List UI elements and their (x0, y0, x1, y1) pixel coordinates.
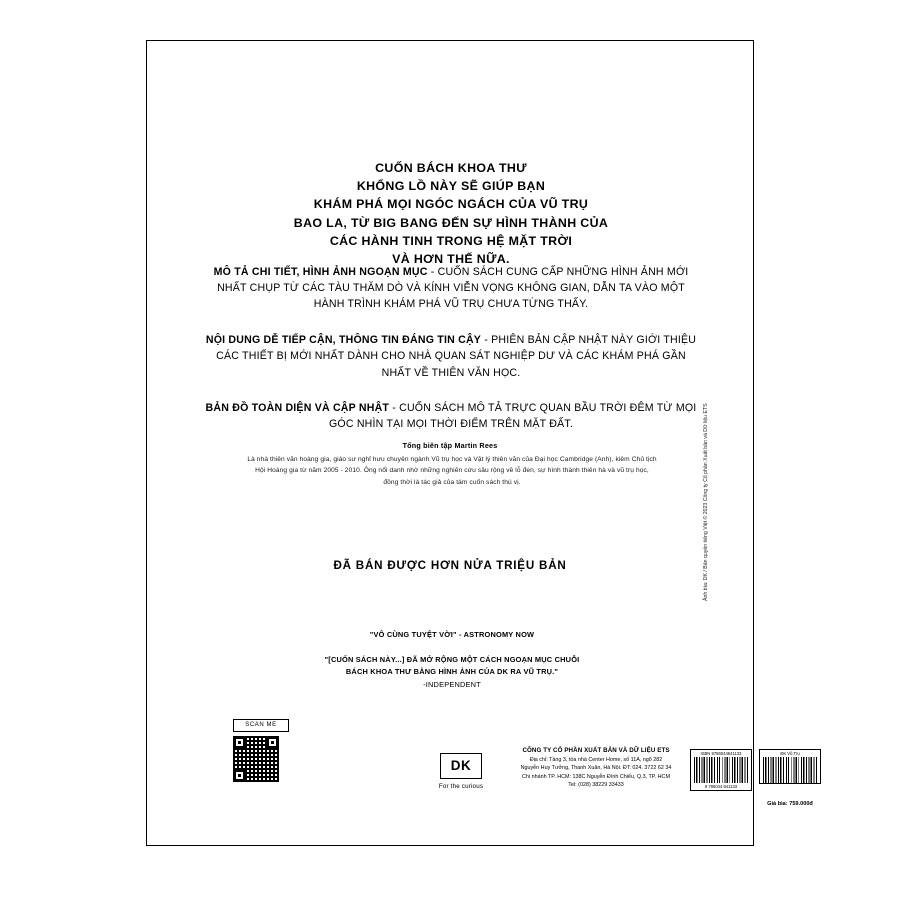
isbn-barcode (690, 749, 752, 791)
feature-item (205, 264, 697, 313)
dk-tagline: For the curious (438, 783, 484, 790)
scan-me-block[interactable] (233, 719, 299, 782)
review-line: "[CUỐN SÁCH NÀY...] ĐÃ MỞ RỘNG MỘT CÁCH NGOẠN MỤC CHUỖI (324, 654, 580, 664)
headline-line-4: BAO LA, TỪ BIG BANG ĐẾN SỰ HÌNH THÀNH CỦA (293, 215, 609, 230)
headline-line-1: CUỐN BÁCH KHOA THƯ (375, 161, 527, 175)
review-item (227, 629, 677, 642)
isbn-barcode-caption: ISBN 9786044641133 (700, 751, 742, 756)
dk-logo (425, 753, 497, 790)
price-barcode (759, 749, 821, 784)
barcode-bars (694, 757, 748, 783)
review-line: BÁCH KHOA THƯ BẰNG HÌNH ẢNH CỦA DK RA VŨ TRỤ." (345, 667, 559, 677)
barcode-bars (763, 757, 817, 783)
headline-line-2: KHỔNG LỒ NÀY SẼ GIÚP BẠN (356, 179, 546, 194)
publisher-address-line: Tel: (028) 38229 33433 (568, 782, 624, 789)
publisher-address-line: Địa chỉ: Tầng 3, tòa nhà Center Home, số 11A, ngõ 282 (529, 756, 663, 763)
review-source: -INDEPENDENT (423, 679, 481, 689)
side-credits: Ảnh bìa: DK / Bản quyền tiếng Việt © 2023 Công ty Cổ phần Xuất bản và Dữ liệu ETS (703, 403, 709, 601)
dk-logo-text: DK (440, 753, 482, 779)
price-barcode-caption: ĐK Vũ Trụ (780, 751, 800, 756)
publisher-block (505, 747, 687, 790)
feature-lead: BẢN ĐỒ TOÀN DIỆN VÀ CẬP NHẬT (205, 402, 390, 415)
editor-bio: Là nhà thiên văn hoàng gia, giáo sư nghỉ hưu chuyên ngành Vũ trụ học và Vật lý thiên văn của Đại học Cambridge (Anh), kiêm Chủ tịch Hội Hoàng gia từ năm 2005 - 2010. Ông nổi danh nhờ những nghiên cứu sâu rộng về lỗ đen, sự hình thành thiên hà và vũ trụ học, đồng thời là tác giả của tám cuốn sách thú vị. (247, 456, 657, 486)
feature-body: - CUỐN SÁCH MÔ TẢ TRỰC QUAN BẦU TRỜI ĐÊM TỪ MỌI GÓC NHÌN TẠI MỌI THỜI ĐIỂM TRÊN MẶT ĐẤT. (328, 402, 697, 431)
publisher-address-line: Chi nhánh TP. HCM: 138C Nguyễn Đình Chiểu, Q.3, TP. HCM (522, 773, 670, 780)
price-label: Giá bìa: 759.000đ (767, 801, 813, 807)
editor-title: Tổng biên tập Martin Rees (402, 441, 498, 450)
headline-line-3: KHÁM PHÁ MỌI NGÓC NGÁCH CỦA VŨ TRỤ (313, 197, 589, 212)
feature-body: - CUỐN SÁCH CUNG CẤP NHỮNG HÌNH ẢNH MỚI NHẤT CHỤP TỪ CÁC TÀU THĂM DÒ VÀ KÍNH VIỄN VỌNG KHÔNG GIAN, DẪN TA VÀO MỘT HÀNH TRÌNH KHÁM PHÁ VŨ TRỤ CHƯA TỪNG THẤY. (217, 265, 689, 311)
feature-item (205, 332, 697, 381)
scan-me-label: SCAN ME (233, 719, 289, 732)
sales-line: ĐÃ BÁN ĐƯỢC HƠN NỬA TRIỆU BẢN (333, 559, 567, 572)
reviews-block (227, 629, 677, 703)
publisher-address-line: Nguyễn Huy Tưởng, Thanh Xuân, Hà Nội. ĐT: 024. 3722 62 34 (520, 765, 672, 772)
headline-line-5: CÁC HÀNH TINH TRONG HỆ MẶT TRỜI (329, 233, 573, 248)
qr-code-icon[interactable] (233, 736, 279, 782)
feature-body: - PHIÊN BẢN CẬP NHẬT NÀY GIỚI THIỆU CÁC THIẾT BỊ MỚI NHẤT DÀNH CHO NHÀ QUAN SÁT NGHIỆP DƯ VÀ CÁC KHÁM PHÁ GẦN NHẤT VỀ THIÊN VĂN HỌC. (216, 333, 697, 379)
feature-lead: MÔ TẢ CHI TIẾT, HÌNH ẢNH NGOẠN MỤC (213, 265, 428, 278)
headline-block (207, 159, 695, 268)
isbn-barcode-number: 9 786044 641133 (704, 784, 738, 789)
feature-item (205, 400, 697, 433)
cover-frame (146, 40, 813, 846)
features-block (205, 253, 697, 452)
review-line: "VÔ CÙNG TUYỆT VỜI" - ASTRONOMY NOW (369, 630, 535, 639)
feature-lead: NỘI DUNG DỄ TIẾP CẬN, THÔNG TIN ĐÁNG TIN CẬY (205, 333, 482, 346)
headline-line-6: VÀ HƠN THẾ NỮA. (392, 252, 510, 267)
publisher-name: CÔNG TY CỔ PHẦN XUẤT BẢN VÀ DỮ LIỆU ETS (522, 747, 670, 754)
review-item (227, 654, 677, 692)
